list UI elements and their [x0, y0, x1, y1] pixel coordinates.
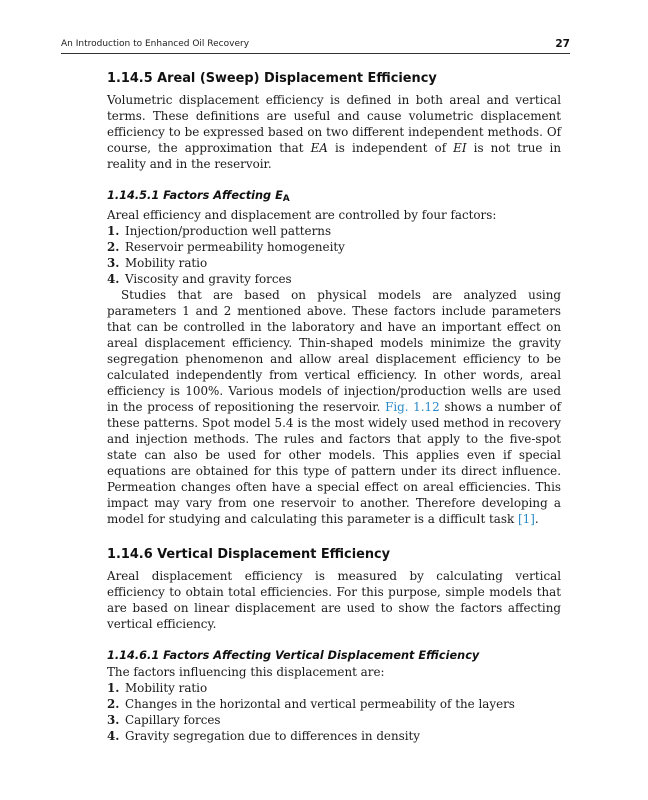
areal-factors-list: [107, 223, 561, 287]
list-text: Mobility ratio: [125, 256, 208, 270]
text-segment: is independent of: [327, 141, 454, 155]
text-segment: .: [534, 512, 539, 526]
list-number: 1.: [107, 224, 120, 238]
section-heading-1-14-5: 1.14.5 Areal (Sweep) Displacement Efficiency: [107, 71, 437, 86]
list-number: 3.: [107, 713, 120, 727]
list-item: [107, 728, 561, 744]
figure-reference-link[interactable]: Fig. 1.12: [385, 400, 440, 414]
list-text: Viscosity and gravity forces: [125, 272, 292, 286]
list-text: Reservoir permeability homogeneity: [125, 240, 345, 254]
list-item: [107, 255, 561, 271]
header-rule: [61, 53, 570, 54]
running-title: An Introduction to Enhanced Oil Recovery: [61, 39, 250, 49]
subsection-heading-1-14-6-1: 1.14.6.1 Factors Affecting Vertical Displacement Efficiency: [107, 649, 480, 662]
list-item: [107, 223, 561, 239]
list-text: Injection/production well patterns: [125, 224, 332, 238]
list-text: Changes in the horizontal and vertical permeability of the layers: [125, 697, 515, 711]
ei-symbol: EI: [453, 141, 467, 155]
text-segment: shows a number of these patterns. Spot model 5.4 is the most widely used method in recovery and injection methods. The rules and factors that apply to the five-spot state can also be used for other models. This applies even if special equations are obtained for this type of pattern under its direct influence. Permeation changes often have a special effect on areal efficiencies. This impact may vary from one reservoir to another. Therefore developing a model for studying and calculating this parameter is a difficult task: [107, 400, 562, 526]
text-segment: Volumetric displacement efficiency is defined in both areal and vertical terms. These definitions are useful and cause volumetric displacement efficiency to be expressed based on two different independent methods. Of course, the approximation that: [107, 93, 561, 155]
list-number: 4.: [107, 729, 120, 743]
paragraph-physical-models: [107, 287, 561, 527]
list-item: [107, 712, 561, 728]
list-text: Gravity segregation due to differences in density: [125, 729, 421, 743]
heading-text: 1.14.5.1 Factors Affecting E: [107, 189, 283, 202]
running-head: [61, 39, 570, 49]
list-item: [107, 239, 561, 255]
list-item: [107, 680, 561, 696]
subsection-heading-1-14-5-1: [107, 188, 561, 207]
list-text: Capillary forces: [125, 713, 221, 727]
heading-subscript: A: [282, 194, 290, 204]
list-number: 3.: [107, 256, 120, 270]
list-number: 2.: [107, 697, 120, 711]
paragraph-volumetric-efficiency: [107, 92, 561, 172]
section-heading-1-14-6: 1.14.6 Vertical Displacement Efficiency: [107, 547, 391, 562]
list-text: Mobility ratio: [125, 681, 208, 695]
spacer: [107, 632, 561, 648]
text-segment: Studies that are based on physical models are analyzed using parameters 1 and 2 mentioned above. These factors include parameters that can be controlled in the laboratory and have an important effect on areal displacement efficiency. Thin-shaped models minimize the gravity segregation phenomenon and allow areal displacement efficiency to be calculated independently from vertical efficiency. In other words, areal efficiency is 100%. Various models of injection/production wells are used in the process of repositioning the reservoir.: [107, 288, 561, 414]
list-number: 4.: [107, 272, 120, 286]
paragraph-vertical-factors-intro: The factors influencing this displacement are:: [107, 665, 385, 679]
vertical-factors-list: [107, 680, 561, 744]
page-number: 27: [555, 38, 570, 50]
spacer: [107, 527, 561, 547]
text-segment: is not true in reality and in the reservoir.: [107, 141, 561, 171]
paragraph-factors-intro: Areal efficiency and displacement are controlled by four factors:: [107, 208, 497, 222]
list-item: [107, 696, 561, 712]
ea-symbol: EA: [310, 141, 328, 155]
paragraph-vertical-efficiency: Areal displacement efficiency is measured by calculating vertical efficiency to obtain total efficiencies. For this purpose, simple models that are based on linear displacement are used to show the factors affecting vertical efficiency.: [107, 569, 561, 631]
spacer: [107, 172, 561, 188]
citation-link[interactable]: [1]: [517, 512, 535, 526]
list-item: [107, 271, 561, 287]
page-body: [107, 71, 561, 744]
list-number: 2.: [107, 240, 120, 254]
list-number: 1.: [107, 681, 120, 695]
